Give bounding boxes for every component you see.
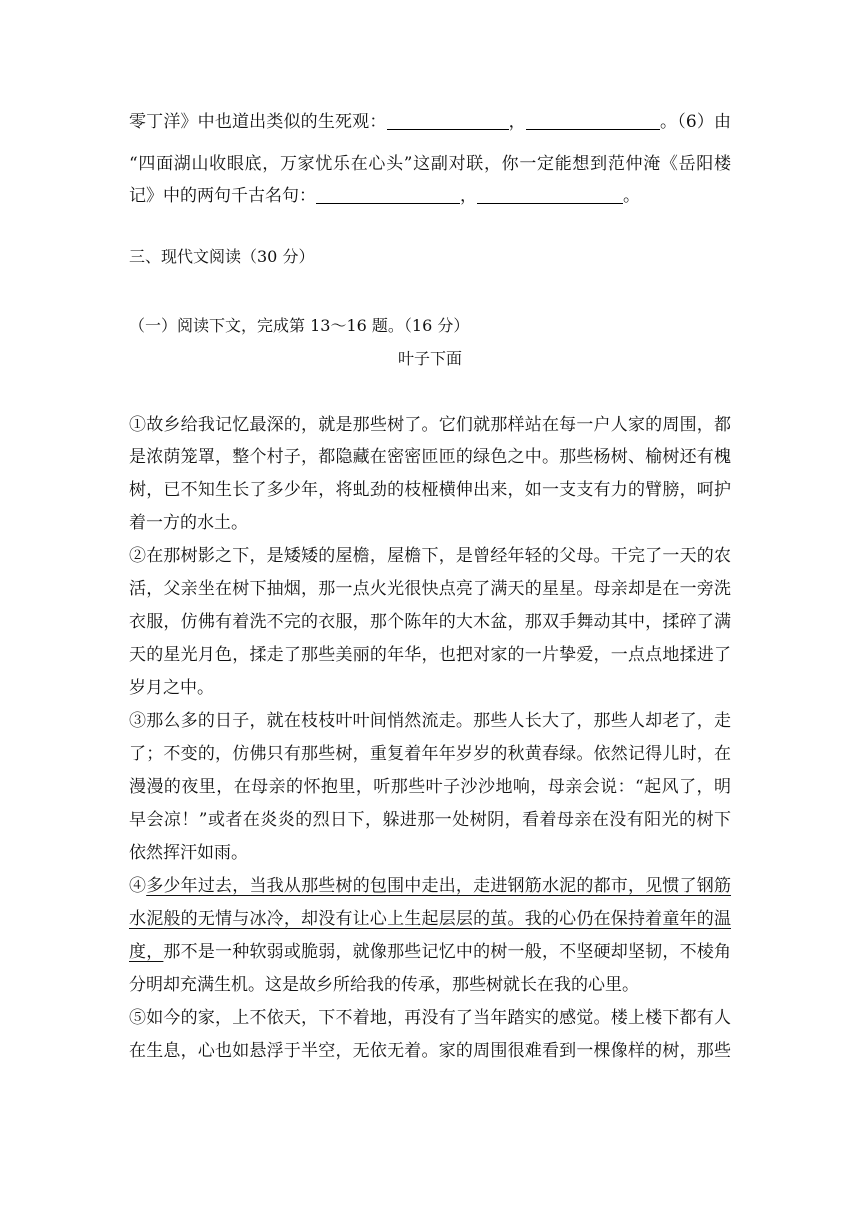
question-line-2: “四面湖山收眼底，万家忧乐在心头”这副对联，你一定能想到范仲淹《岳阳楼	[129, 154, 731, 174]
paragraph-4-line: 分明却充满生机。这是故乡所给我的传承，那些树就长在我的心里。	[129, 975, 639, 995]
paragraph-2-line: 衣服，仿佛有着洗不完的衣服，那个陈年的大木盆，那双手舞动其中，揉碎了满	[129, 612, 731, 632]
question-line-3: 记》中的两句千古名句： ， 。	[129, 186, 640, 206]
essay-title: 叶子下面	[397, 349, 462, 368]
paragraph-5-line: 在生息，心也如悬浮于半空，无依无着。家的周围很难看到一棵像样的树，那些	[129, 1041, 731, 1061]
paragraph-1-line: 着一方的水土。	[129, 513, 248, 533]
paragraph-2-line: 天的星光月色，揉走了那些美丽的年华，也把对家的一片挚爱，一点点地揉进了	[129, 645, 731, 665]
paragraph-2-line: ②在那树影之下，是矮矮的屋檐，屋檐下，是曾经年轻的父母。干完了一天的农	[129, 546, 731, 566]
underlined-passage: 度，	[129, 942, 164, 962]
answer-blank-1[interactable]	[387, 113, 509, 130]
underlined-passage: 多少年过去，当我从那些树的包围中走出，走进钢筋水泥的都市，见惯了钢筋	[146, 876, 732, 896]
answer-blank-2[interactable]	[526, 113, 660, 130]
paragraph-3-line: 早会凉！”或者在炎炎的烈日下，躲进那一处树阴，看着母亲在没有阳光的树下	[129, 810, 731, 830]
answer-blank-4[interactable]	[477, 187, 623, 204]
paragraph-4-line: ④多少年过去，当我从那些树的包围中走出，走进钢筋水泥的都市，见惯了钢筋	[129, 876, 732, 896]
paragraph-5-line: ⑤如今的家，上不依天，下不着地，再没有了当年踏实的感觉。楼上楼下都有人	[129, 1008, 731, 1028]
paragraph-1-line: 树，已不知生长了多少年，将虬劲的枝桠横伸出来，如一支支有力的臂膀，呵护	[129, 480, 731, 500]
underlined-passage: 水泥般的无情与冰冷，却没有让心上生起层层的茧。我的心仍在保持着童年的温	[129, 909, 731, 929]
paragraph-3-line: 依然挥汗如雨。	[129, 843, 248, 863]
paragraph-3-line: ③那么多的日子，就在枝枝叶叶间悄然流走。那些人长大了，那些人却老了，走	[129, 711, 731, 731]
paragraph-1-line: ①故乡给我记忆最深的，就是那些树了。它们就那样站在每一户人家的周围，都	[129, 415, 731, 435]
paragraph-4-line: 度，那不是一种软弱或脆弱，就像那些记忆中的树一般，不坚硬却坚韧，不棱角	[129, 942, 732, 962]
section-heading: 三、现代文阅读（30 分）	[129, 247, 315, 266]
paragraph-4-line	[129, 909, 731, 929]
paragraph-2-line: 岁月之中。	[129, 678, 214, 698]
answer-blank-3[interactable]	[316, 187, 460, 204]
paragraph-2-line: 活，父亲坐在树下抽烟，那一点火光很快点亮了满天的星星。母亲却是在一旁洗	[129, 579, 731, 599]
paragraph-3-line: 漫漫的夜里，在母亲的怀抱里，听那些叶子沙沙地响，母亲会说：“起风了，明	[129, 777, 731, 797]
paragraph-1-line: 是浓荫笼罩，整个村子，都隐藏在密密匝匝的绿色之中。那些杨树、榆树还有槐	[129, 447, 731, 467]
question-line-1: 零丁洋》中也道出类似的生死观： ， 。（6）由	[129, 112, 732, 132]
reading-instruction: （一）阅读下文，完成第 13～16 题。（16 分）	[129, 316, 470, 335]
paragraph-3-line: 了；不变的，仿佛只有那些树，重复着年年岁岁的秋黄春绿。依然记得儿时，在	[129, 744, 731, 764]
